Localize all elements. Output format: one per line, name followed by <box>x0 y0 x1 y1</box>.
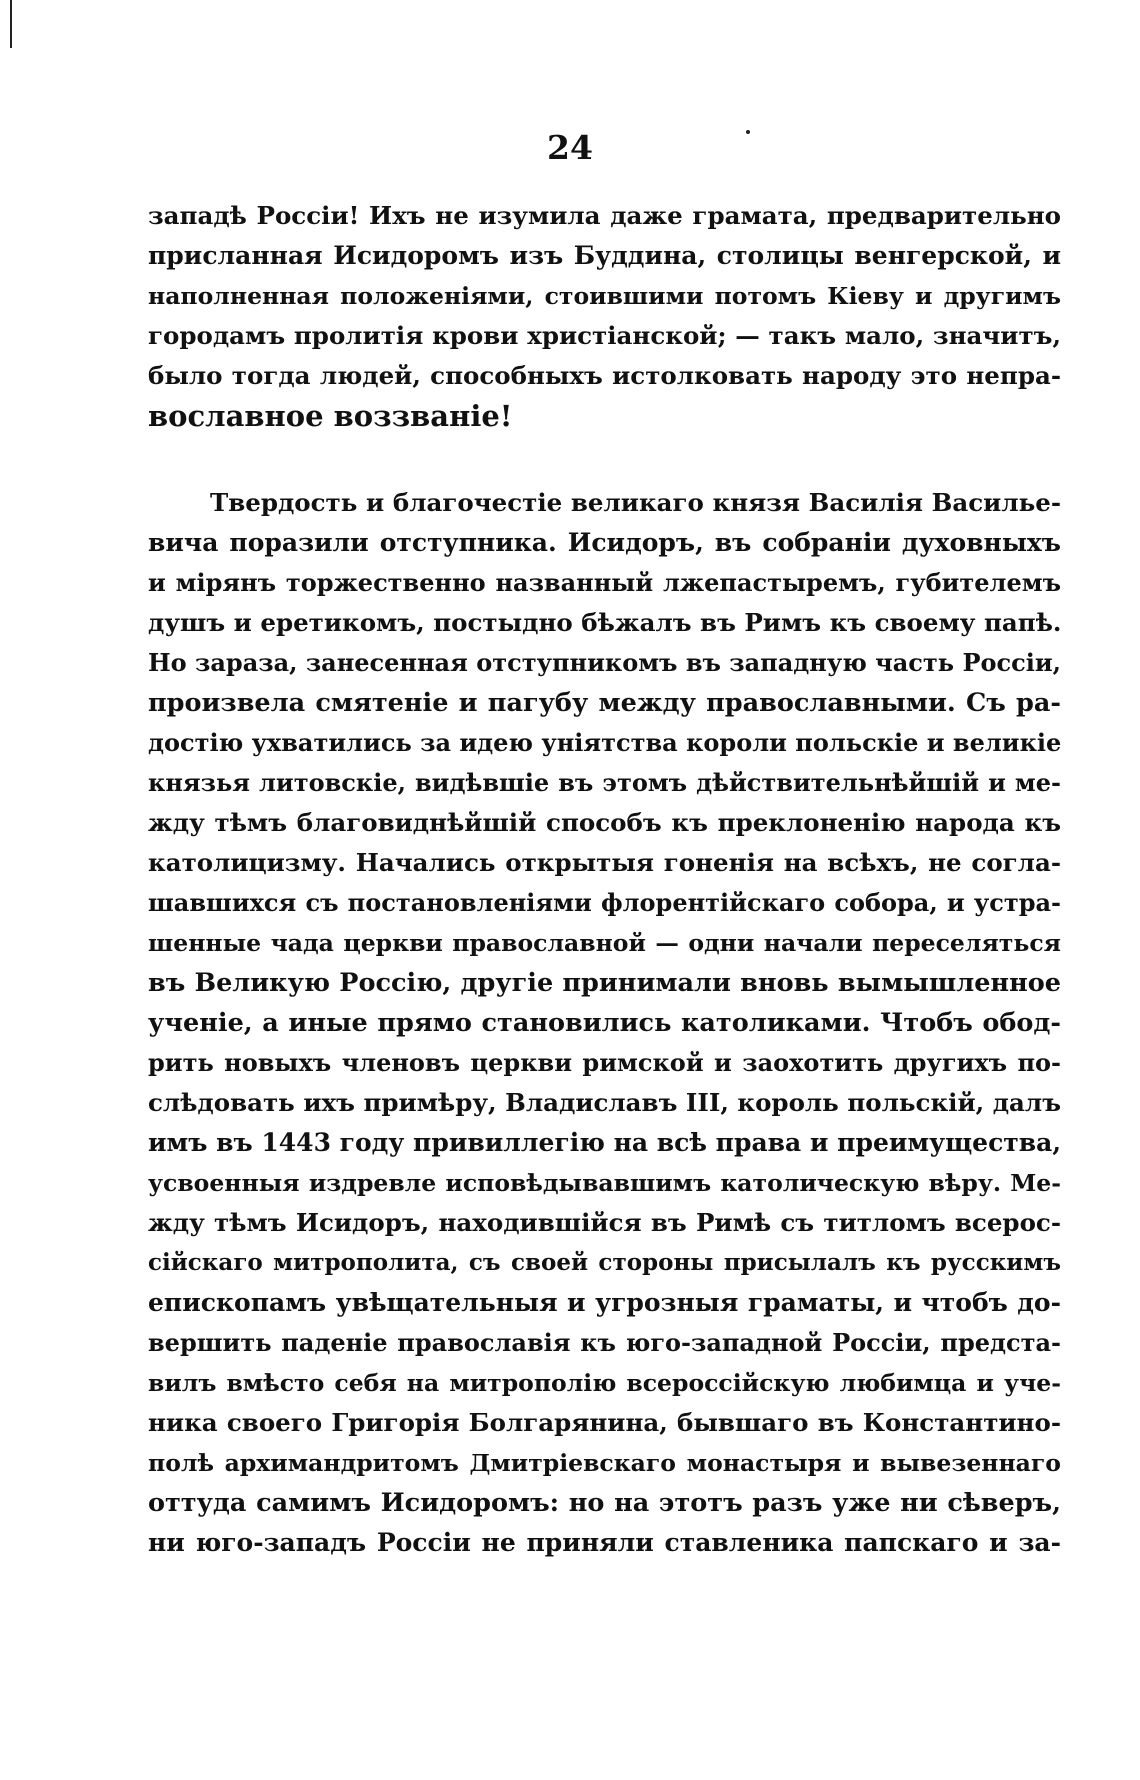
text-line: Но зараза, занесенная отступникомъ въ западную часть Россіи, <box>148 648 1061 677</box>
text-line: въ Великую Россію, другіе принимали вновь вымышленное <box>148 968 1061 998</box>
text-line: усвоенныя издревле исповѣдывавшимъ католическую вѣру. Ме- <box>148 1169 1061 1197</box>
text-line: полѣ архимандритомъ Дмитріевскаго монастыря и вывезеннаго <box>148 1449 1061 1477</box>
text-line: шавшихся съ постановленіями флорентійскаго собора, и устра- <box>148 888 1061 917</box>
text-line: шенные чада церкви православной — одни начали переселяться <box>148 929 1061 957</box>
text-line: имъ въ 1443 году привиллегію на всѣ права и преимущества, <box>148 1128 1062 1157</box>
text-line: рить новыхъ членовъ церкви римской и заохотить другихъ по- <box>148 1048 1061 1077</box>
paragraph-2 <box>148 483 1061 1563</box>
text-line: ни юго-западъ Россіи не приняли ставленика папскаго и за- <box>148 1528 1061 1557</box>
text-line: и мірянъ торжественно названный лжепастыремъ, губителемъ <box>148 568 1061 597</box>
text-line: жду тѣмъ благовиднѣйшій способъ къ преклоненію народа къ <box>148 808 1061 837</box>
text-line: вилъ вмѣсто себя на митрополію всероссійскую любимца и уче- <box>148 1369 1061 1397</box>
paragraph-1 <box>148 196 1061 436</box>
text-line: епископамъ увѣщательныя и угрозныя граматы, и чтобъ до- <box>148 1288 1061 1317</box>
text-line: Твердость и благочестіе великаго князя Василія Василье- <box>210 488 1061 517</box>
text-line: сійскаго митрополита, съ своей стороны присылалъ къ русскимъ <box>148 1249 1061 1276</box>
text-line: ученіе, а иные прямо становились католиками. Чтобъ обод- <box>148 1008 1061 1038</box>
text-line: достію ухватились за идею уніятства короли польскіе и великіе <box>148 728 1062 757</box>
text-line: жду тѣмъ Исидоръ, находившійся въ Римѣ съ титломъ всерос- <box>148 1208 1061 1237</box>
text-line: наполненная положеніями, стоившими потомъ Кіеву и другимъ <box>148 282 1061 310</box>
text-line: вича поразили отступника. Исидоръ, въ собраніи духовныхъ <box>148 528 1061 557</box>
text-line: западѣ Россіи! Ихъ не изумила даже грамата, предварительно <box>148 201 1061 230</box>
text-line: ника своего Григорія Болгарянина, бывшаго въ Константино- <box>148 1408 1061 1437</box>
text-line: душъ и еретикомъ, постыдно бѣжалъ въ Римъ къ своему папѣ. <box>148 608 1062 637</box>
page-number: 24 <box>547 128 593 167</box>
text-line: присланная Исидоромъ изъ Буддина, столицы венгерской, и <box>148 241 1061 270</box>
text-line: было тогда людей, способныхъ истолковать народу это непра- <box>148 361 1061 390</box>
text-line: слѣдовать ихъ примѣру, Владиславъ III, король польскій, далъ <box>148 1088 1061 1117</box>
text-line: произвела смятеніе и пагубу между православными. Съ ра- <box>148 688 1061 718</box>
text-line: католицизму. Начались открытыя гоненія на всѣхъ, не согла- <box>148 848 1061 877</box>
text-line: князья литовскіе, видѣвшіе въ этомъ дѣйствительнѣйшій и ме- <box>148 768 1061 797</box>
text-line: оттуда самимъ Исидоромъ: но на этотъ разъ уже ни сѣверъ, <box>148 1488 1061 1518</box>
text-line: городамъ пролитія крови христіанской; — такъ мало, значитъ, <box>148 321 1061 350</box>
text-line: вославное воззваніе! <box>148 399 513 433</box>
text-line: вершить паденіе православія къ юго-западной Россіи, предста- <box>148 1328 1061 1357</box>
scan-edge-mark <box>10 0 12 48</box>
